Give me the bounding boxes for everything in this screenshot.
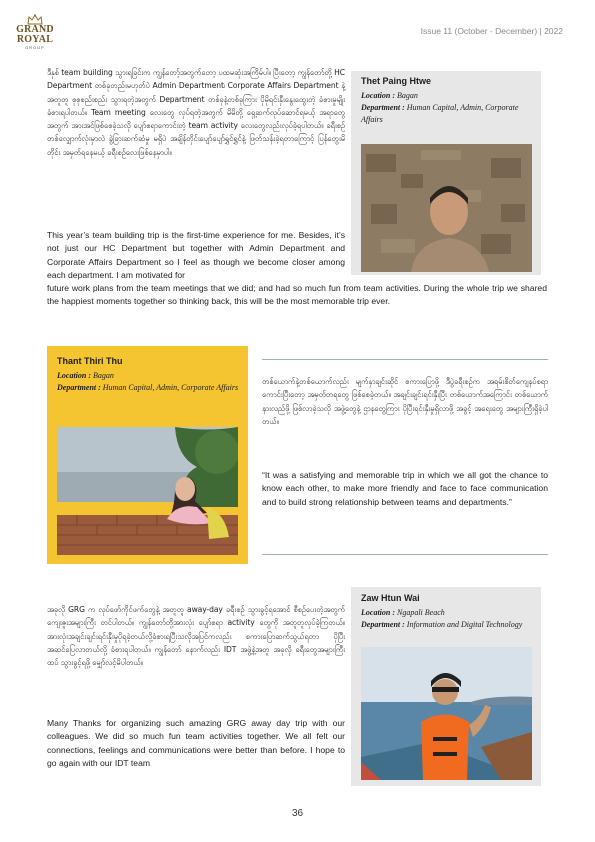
profile-card-thet-paing-htwe: [351, 71, 541, 275]
myanmar-paragraph-3: အခုလို GRG က လုပ်ဖော်ကိုင်ဖက်တွေနဲ့ အတူတူ away-day ခရီးစဉ် သွားခွင့်ရအောင် စီစဉ်ပေးတဲ့အတွက် ကျေးဇူးအများကြီး တင်ပါတယ်။ ကျွန်တော်တို့အားလုံး ပျော်စရာ activity တွေကို အတူတူလုပ်ခဲ့ကြတယ်။ အားလုံးအချင်းချင်းရင်းနှီးမှုပိုရခဲ့တယ်လို့ခံစားရပြီးသလိုအပြင်ကလည်း စကားပြောဆက်သွယ်ရတာ ပိုပြီး အဆင်ပြေလာတယ်လို့ ခံစားရပါတယ်။ ကျွန်တော် နောက်လည်း IDT အဖွဲ့နဲ့အတူ အခုလို ခရီးတွေအများကြီးထပ် သွားခွင့်ရဖို့ မျှော်လင့်မိပါတယ်။: [47, 605, 345, 668]
logo-text-grand: GRAND: [16, 24, 54, 35]
profile-name: Zaw Htun Wai: [361, 593, 420, 603]
profile-department: Information and Digital Technology: [406, 620, 523, 629]
quote-paragraph: “It was a satisfying and memorable trip in which we all got the chance to know each other, to make more friendly and face to face communication and to build strong relationship between teams and departments.”: [262, 470, 548, 507]
page-number: 36: [291, 808, 304, 819]
profile-location: Bagan: [397, 91, 418, 100]
myanmar-paragraph-1: ဒီနှစ် team building သွားရခြင်းက ကျွန်တော့်အတွက်တော့ ပထမဆုံးအကြိမ်ပါ။ ပြီးတော့ ကျွန်တော်တို့ HC Department တစ်ခုတည်းမဟုတ်ပဲ Admin Department၊ Corporate Affairs Department နဲ့အတူတူ စုစုစည်းစည်း သွားရတဲ့အတွက် Department တစ်ခုနဲ့တစ်ခုကြား ပိုမိုရင်းနှီးနွေးထွေးတဲ့ ခံစားမှုမျိုး ခံစားရပါတယ်။ Team meeting လေးတွေ လုပ်ရတဲ့အတွက် မိမိတို့ ရှေ့ဆက်လုပ်ဆောင်ရမယ့် အရာတွေအတွက် အားအင်ဖြစ်စေခဲ့သလို ပျော်စရာကောင်းတဲ့ team activity လေးတွေလည်းလုပ်ခဲ့ရပါတယ်။ ခရီးစဉ် တစ်လျှောက်လုံးမှာလဲ ခွဲခြားဆက်ဆံမှု မရှိပဲ အချိန်တိုင်းပျော်ပျော်ရွှင်ရွှင်နဲ့ ဖြတ်သန်းခဲ့ရတာကြောင့် ပြန်တွေးမိတိုင်း အမှတ်ရနေမယ့် ခရီးစဉ်လေးဖြစ်နေမှာပါ။: [47, 68, 345, 157]
company-logo: [14, 14, 56, 51]
issue-label: Issue 11 (October - December) | 2022: [420, 26, 563, 36]
profile-name: Thet Paing Htwe: [361, 76, 432, 86]
department-label: Department :: [57, 383, 101, 392]
profile-name: Thant Thiri Thu: [57, 356, 123, 366]
divider-top: [262, 359, 548, 360]
english-paragraph-1b: future work plans from the team meetings that we did; and had so much fun from team activities. During the whole trip we shared the happiest moments together so thinking back, this will be the most memorable trip ever.: [47, 283, 547, 307]
profile-location: Ngapali Beach: [397, 608, 445, 617]
department-label: Department :: [361, 620, 405, 629]
profile-photo-temple: [361, 144, 532, 272]
location-label: Location :: [57, 371, 91, 380]
profile-card-zaw-htun-wai: [351, 587, 541, 786]
myanmar-paragraph-2: တစ်ယောက်နဲ့တစ်ယောက်လည်း မျက်နှာချင်းဆိုင် စကားပြောဖို့ ဒီပွဲခရီးစဉ်က အရမ်းစိတ်ကျေနပ်စရာ ကောင်းပြီးတော့ အမှတ်တရတွေ ဖြစ်စေခဲ့တယ်။ အချင်းချင်းရင်းနှီးပြီး တစ်ယောက်အကြောင်း တစ်ယောက်နားလည်ဖို့ ဖြစ်လာခဲ့သလို အဖွဲ့တွေနဲ့ ဌာနတွေကြား ပိုပြီးရင်းနှီးမှုရှိလာဖို့ အခွင့် အရေးတွေ အများကြီးရှိခဲ့ပါတယ်။: [262, 377, 548, 426]
logo-text-group: GROUP: [25, 45, 45, 50]
english-paragraph-3: Many Thanks for organizing such amazing GRG away day trip with our colleagues. We did so much fun team activities together. We all felt our connections, feelings and communications were better than before. I hope to go again with our IDT team: [47, 718, 345, 768]
profile-photo-boat: [361, 647, 532, 780]
location-label: Location :: [361, 91, 395, 100]
profile-location: Bagan: [93, 371, 114, 380]
profile-department: Human Capital, Admin, Corporate Affairs: [361, 103, 519, 124]
divider-bottom: [262, 554, 548, 555]
profile-card-thant-thiri-thu: [47, 346, 248, 564]
profile-photo-river: [57, 427, 238, 555]
logo-text-royal: ROYAL: [16, 34, 54, 45]
department-label: Department :: [361, 103, 405, 112]
profile-department: Human Capital, Admin, Corporate Affairs: [102, 383, 239, 392]
location-label: Location :: [361, 608, 395, 617]
english-paragraph-1a: This year’s team building trip is the first-time experience for me. Besides, it’s not just our HC Department but together with Admin Department and Corporate Affairs Department so I feel as though we become closer among each department. I am motivated for: [47, 230, 345, 280]
